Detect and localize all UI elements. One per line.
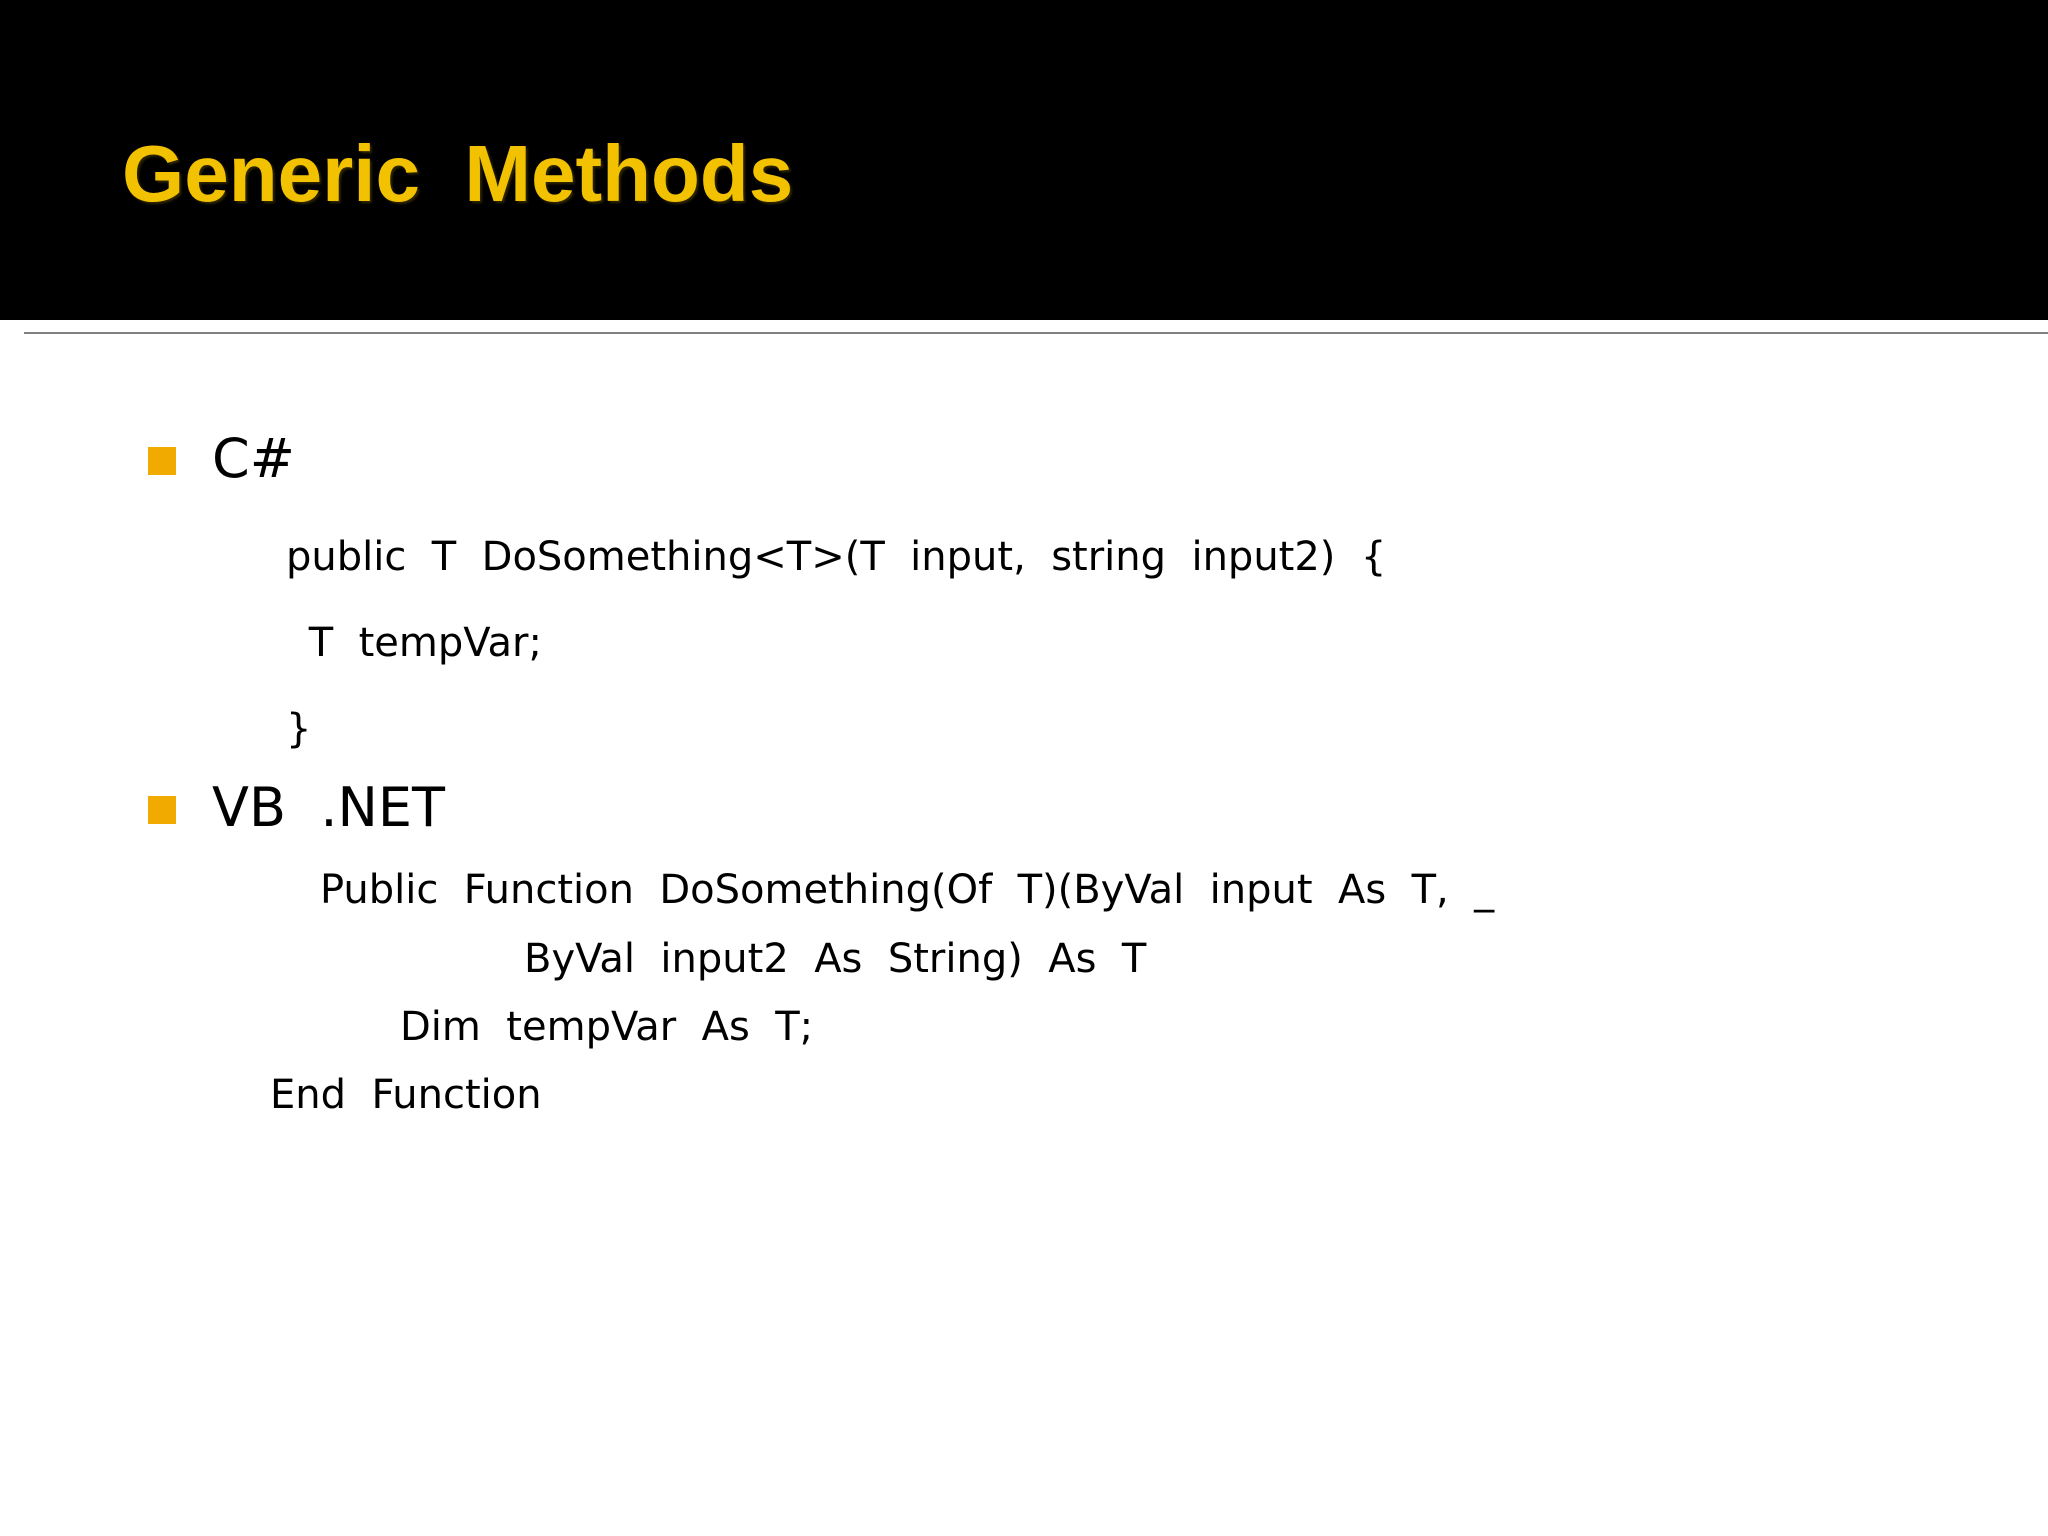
section-label-csharp: C#: [212, 427, 295, 490]
code-line: public T DoSomething<T>(T input, string input2) {: [286, 534, 1387, 580]
code-line: Dim tempVar As T;: [400, 1004, 814, 1050]
slide-title: Generic Methods: [122, 129, 794, 218]
header-divider: [24, 332, 2048, 334]
code-line: ByVal input2 As String) As T: [524, 936, 1147, 982]
bullet-square-icon: [148, 447, 176, 475]
code-line: Public Function DoSomething(Of T)(ByVal input As T, _: [320, 867, 1495, 913]
code-line: End Function: [270, 1072, 542, 1118]
code-line: T tempVar;: [296, 620, 542, 666]
section-label-vbnet: VB .NET: [212, 776, 445, 839]
code-line: }: [286, 706, 312, 752]
bullet-square-icon: [148, 796, 176, 824]
slide-header: [0, 0, 2048, 320]
